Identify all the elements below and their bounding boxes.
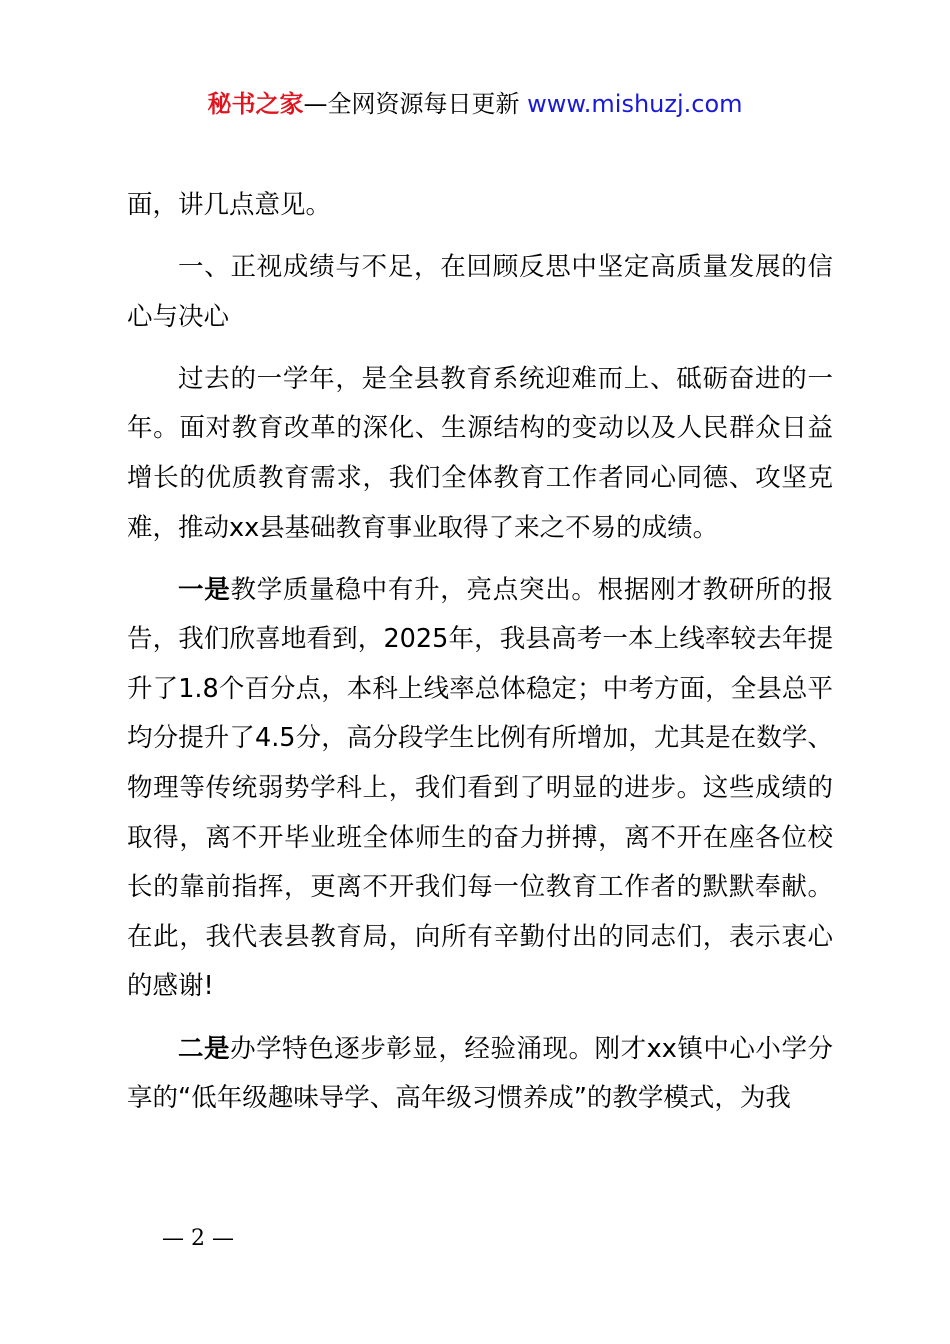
paragraph-continuation (127, 181, 833, 231)
site-header (0, 86, 950, 122)
header-slogan: —全网资源每日更新 (303, 90, 520, 118)
paragraph-intro (127, 355, 833, 553)
point-lead: 一是 (178, 574, 231, 605)
heading-text: 一、正视成绩与不足，在回顾反思中坚定高质量发展的信心与决心 (127, 252, 833, 332)
paragraph-point-one (127, 566, 833, 1012)
paragraph-point-two (127, 1025, 833, 1124)
brand-name: 秘书之家 (207, 90, 304, 118)
paragraph-text: 面，讲几点意见。 (127, 190, 332, 220)
document-body (127, 181, 833, 1124)
paragraph-text: 过去的一学年，是全县教育系统迎难而上、砥砺奋进的一年。面对教育改革的深化、生源结构的变动以及人民群众日益增长的优质教育需求，我们全体教育工作者同心同德、攻坚克难，推动xx县基础教育事业取得了来之不易的成绩。 (127, 363, 833, 543)
point-lead: 二是 (178, 1033, 231, 1064)
paragraph-text: 办学特色逐步彰显，经验涌现。刚才xx镇中心小学分享的“低年级趣味导学、高年级习惯养成”的教学模式，为我 (127, 1033, 833, 1114)
paragraph-text: 教学质量稳中有升，亮点突出。根据刚才教研所的报告，我们欣喜地看到，2025年，我县高考一本上线率较去年提升了1.8个百分点，本科上线率总体稳定；中考方面，全县总平均分提升了4.5分，高分段学生比例有所增加，尤其是在数学、物理等传统弱势学科上，我们看到了明显的进步。这些成绩的取得，离不开毕业班全体师生的奋力拼搏，离不开在座各位校长的靠前指挥，更离不开我们每一位教育工作者的默默奉献。在此，我代表县教育局，向所有辛勤付出的同志们，表示衷心的感谢! (127, 574, 833, 1002)
page-number: — 2 — (162, 1226, 234, 1251)
site-url-link[interactable]: www.mishuzj.com (527, 90, 743, 118)
section-heading (127, 243, 833, 342)
